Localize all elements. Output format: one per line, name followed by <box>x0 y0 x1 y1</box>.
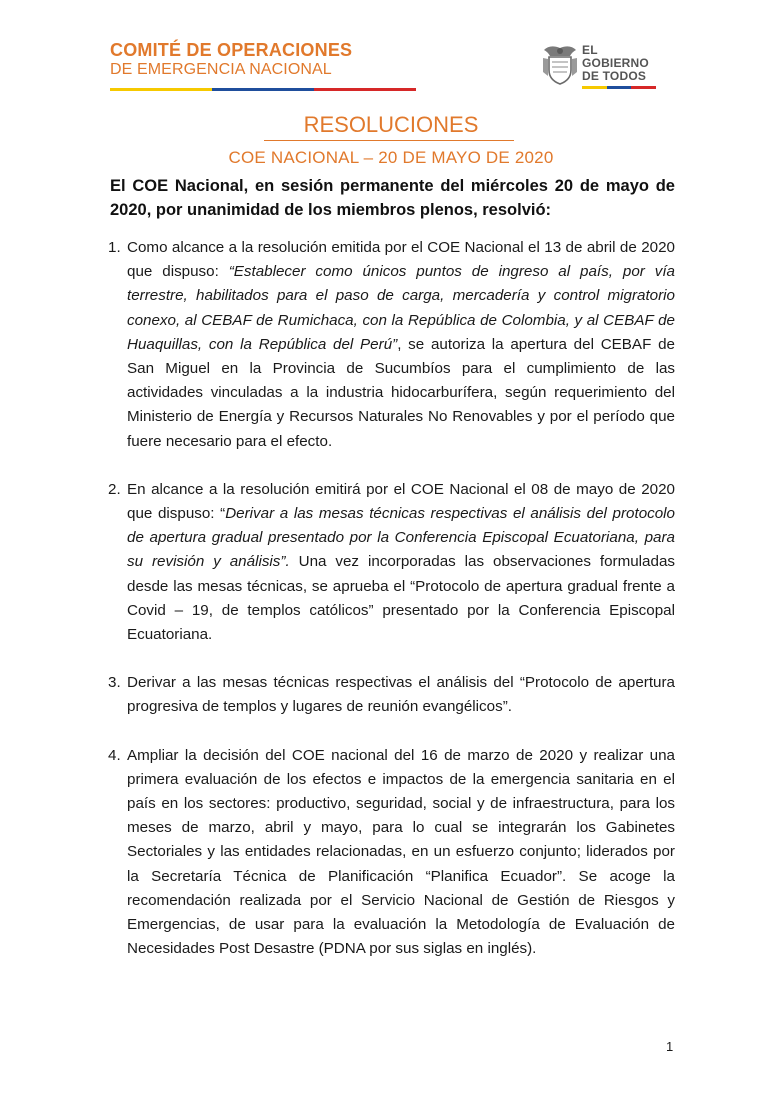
coe-logo-line1: COMITÉ DE OPERACIONES <box>110 40 353 60</box>
coe-logo-line2: DE EMERGENCIA NACIONAL <box>110 61 332 78</box>
item-text-after: Una vez incorporadas las observaciones formuladas desde las mesas técnicas, se aprueba el “Protocolo de apertura gradual frente a Covid – 19, de templos católicos” presentado por la Conferencia Episcopal Ecuatoriana. <box>127 553 675 644</box>
flag-red-segment <box>314 88 416 91</box>
page-title: RESOLUCIONES <box>264 112 515 141</box>
item-quote: “Establecer como únicos puntos de ingreso al país, por vía terrestre, habilitados para el paso de carga, mercadería y control migratorio conexo, al CEBAF de Rumichaca, con la República de Colombia, y al CEBAF de Huaquillas, con la República del Perú” <box>127 263 675 353</box>
coat-of-arms-icon <box>540 42 580 86</box>
resolution-item <box>108 478 675 647</box>
item-text: Como alcance a la resolución emitida por el COE Nacional el 13 de abril de 2020 que dispuso: <box>127 239 675 281</box>
gobierno-logo-text <box>582 44 649 83</box>
item-number: 4. <box>108 746 121 764</box>
resolution-list <box>108 236 675 985</box>
flag-red-segment <box>631 86 656 89</box>
gobierno-logo-line2: GOBIERNO <box>582 56 649 70</box>
resolution-item <box>108 671 675 719</box>
item-number: 2. <box>108 480 121 498</box>
page-header <box>0 0 782 100</box>
item-quote: Derivar a las mesas técnicas respectivas el análisis del protocolo de apertura gradual presentado por la Conferencia Episcopal Ecuatoriana, para su revisión y análisis”. <box>127 505 676 571</box>
flag-yellow-segment <box>582 86 607 89</box>
resolution-item <box>108 744 675 962</box>
title-wrap <box>0 112 782 141</box>
item-text: En alcance a la resolución emitirá por el COE Nacional el 08 de mayo de 2020 que dispuso: “ <box>127 480 675 523</box>
gobierno-flag-bar <box>582 86 656 89</box>
item-number: 3. <box>108 674 121 692</box>
item-number: 1. <box>108 239 121 256</box>
intro-paragraph: El COE Nacional, en sesión permanente del miércoles 20 de mayo de 2020, por unanimidad de los miembros plenos, resolvió: <box>110 177 675 219</box>
coe-logo <box>110 40 420 80</box>
gobierno-logo-line3: DE TODOS <box>582 69 647 83</box>
item-text: Ampliar la decisión del COE nacional del 16 de marzo de 2020 y realizar una primera evaluación de los efectos e impactos de la emergencia sanitaria en el país en los sectores: productivo, seguridad, social y de infraestructura, para los meses de marzo, abril y mayo, para lo cual se integrarán los Gabinetes Sectoriales y las entidades relacionadas, en un esfuerzo conjunto; liderados por la Secretaría Técnica de Planificación “Planifica Ecuador”. Se acoge la recomendación realizada por el Servicio Nacional de Gestión de Riesgos y Emergencias, de usar para la evaluación la Metodología de Evaluación de Necesidades Post Desastre (PDNA por sus siglas en inglés). <box>127 746 675 958</box>
item-text: Derivar a las mesas técnicas respectivas el análisis del “Protocolo de apertura progresiva de templos y lugares de reunión evangélicos”. <box>127 674 675 716</box>
resolution-item <box>108 236 675 454</box>
gobierno-logo-line1: EL <box>582 43 598 57</box>
flag-blue-segment <box>212 88 314 91</box>
item-text-after: , se autoriza la apertura del CEBAF de San Miguel en la Provincia de Sucumbíos para el cumplimiento de las actividades vinculadas a la industria hidocarburífera, según requerimiento del Ministerio de Energía y Recursos Naturales No Renovables y por el período que fuere necesario para el efecto. <box>127 335 675 450</box>
flag-yellow-segment <box>110 88 212 91</box>
page-number: 1 <box>666 1039 674 1054</box>
page-subtitle: COE NACIONAL – 20 DE MAYO DE 2020 <box>228 148 554 167</box>
gobierno-logo <box>540 42 660 92</box>
coe-flag-bar <box>110 88 416 91</box>
flag-blue-segment <box>607 86 632 89</box>
